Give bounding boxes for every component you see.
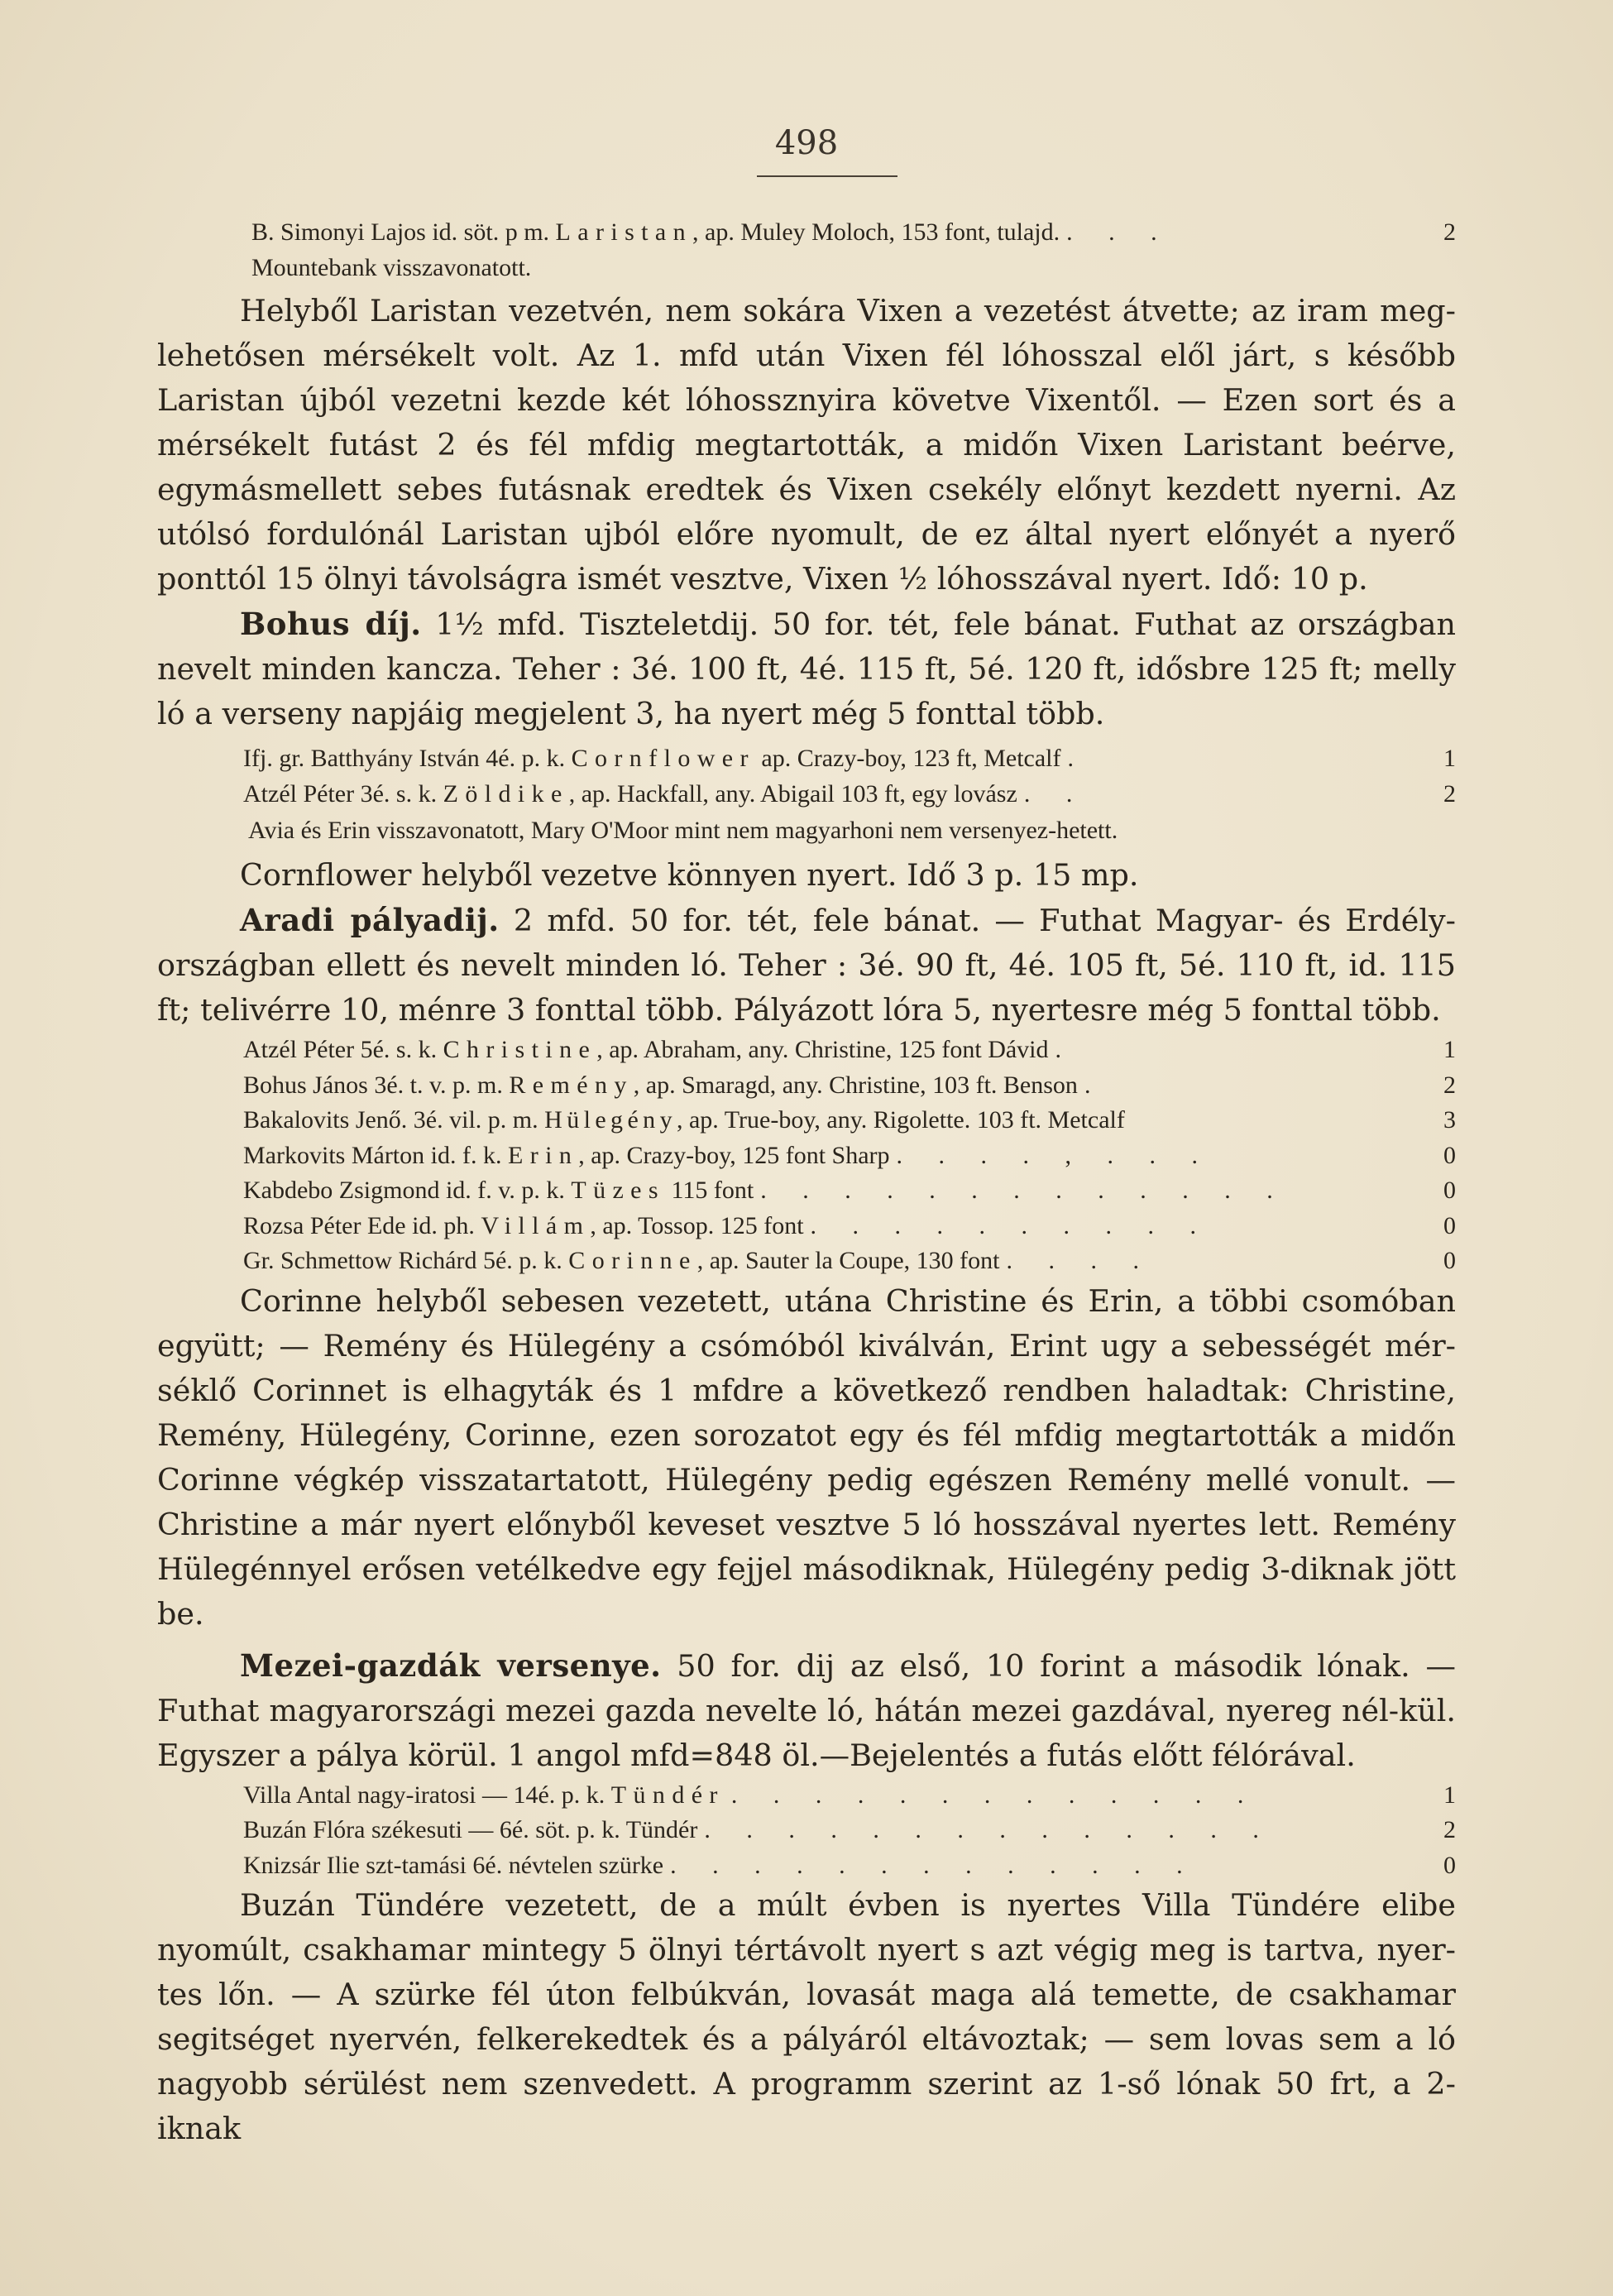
dot-leader: . . . . . . . . . . . . . — [730, 1781, 1259, 1809]
owner-text: Villa Antal nagy-iratosi — 14é. p. k. — [243, 1781, 611, 1809]
owner-text: Atzél Péter 5é. s. k. — [243, 1036, 443, 1063]
page-text — [157, 215, 1456, 2151]
owner-text: Kabdebo Zsigmond id. f. v. p. k. — [243, 1177, 572, 1204]
horse-name: Villám — [481, 1211, 591, 1239]
race-details: , ap. True-boy, any. Rigolette. 103 ft. Metcalf — [676, 1106, 1125, 1134]
race-narrative: Helyből Laristan vezetvén, nem sokára Vixen a vezetést átvette; az iram meg-lehetősen mérsékelt volt. Az 1. mfd után Vixen fél lóhosszal elől járt, s később Laristan újból vezetni kezde két lóhossznyira követve Vixentől. — Ezen sort és a mérsékelt futást 2 és fél mfdig megtartották, a midőn Vixen Laristant beérve, egymásmellett sebes futásnak eredtek és Vixen csekély előnyt kezdett nyerni. Az utólsó fordulónál Laristan ujból előre nyomult, de ez által nyert előnyét a nyerő ponttól 15 ölnyi távolságra ismét vesztve, Vixen ½ lóhosszával nyert. Idő: 10 p. — [157, 293, 1456, 597]
result-row — [157, 777, 1456, 812]
result-row — [157, 1138, 1456, 1174]
race-conditions: 2 mfd. 50 for. tét, fele bánat. — Futhat Magyar- és Erdély-országban ellett és nevelt minden ló. Teher : 3é. 90 ft, 4é. 105 ft, 5é. 110 ft, id. 115 ft; telivérre 10, ménre 3 fonttal több. Pályázott lóra 5, nyertesre még 5 fonttal több. — [157, 903, 1456, 1028]
placing: 2 — [1443, 218, 1456, 246]
race-mezei-gazdak — [157, 1643, 1456, 1778]
race-details: ap. Crazy-boy, 123 ft, Metcalf — [754, 745, 1061, 772]
result-row — [157, 1848, 1456, 1884]
dot-leader: . . . . . . . . . . . . . . — [704, 1816, 1274, 1843]
placing: 1 — [1443, 1036, 1456, 1063]
horse-name: Erin — [507, 1141, 579, 1169]
result-row — [157, 1244, 1456, 1279]
withdrawn-note: Avia és Erin visszavonatott, Mary O'Moor mint nem magyarhoni nem versenyez-hetett. — [248, 817, 1118, 844]
result-row — [157, 1103, 1456, 1138]
owner-text: Buzán Flóra székesuti — 6é. söt. p. k. Tündér — [243, 1816, 698, 1843]
owner-text: Knizsár Ilie szt-tamási 6é. névtelen szürke — [243, 1851, 664, 1879]
owner-text: Ifj. gr. Batthyány István 4é. p. k. — [243, 745, 572, 772]
race-details: , ap. Abraham, any. Christine, 125 font Dávid — [596, 1036, 1049, 1063]
placing: 2 — [1443, 1071, 1456, 1099]
race-result-text: Buzán Tündére vezetett, de a múlt évben is nyertes Villa Tündére elibe nyomúlt, csakhamar mintegy 5 ölnyi tértávolt nyert s azt végig meg is tartva, nyer-tes lőn. — A szürke fél úton felbúkván, lovasát maga alá temette, de csakhamar segitséget nyervén, felkerekedtek és a pályáról eltávoztak; — sem lovas sem a ló nagyobb sérülést nem szenvedett. A programm szerint az 1-ső lónak 50 frt, a 2-iknak — [157, 1887, 1456, 2146]
result-row — [157, 1778, 1456, 1814]
placing: 3 — [1443, 1106, 1456, 1134]
dot-leader: . . . . . . . . . . . . . — [760, 1177, 1288, 1204]
dot-leader: . . . . — [1006, 1247, 1154, 1274]
horse-name: Corinne — [568, 1247, 697, 1274]
owner-text: Markovits Márton id. f. k. — [243, 1141, 508, 1169]
result-row — [157, 1813, 1456, 1848]
horse-name: Hülegény — [544, 1106, 677, 1134]
race-result-text: Cornflower helyből vezetve könnyen nyert. Idő 3 p. 15 mp. — [240, 857, 1139, 893]
result-row — [157, 215, 1456, 251]
owner-text: Bakalovits Jenő. 3é. vil. p. m. — [243, 1106, 545, 1134]
result-row — [157, 1209, 1456, 1244]
dot-leader: . — [1084, 1071, 1106, 1099]
placing: 0 — [1443, 1177, 1456, 1204]
owner-text: Atzél Péter 3é. s. k. — [243, 779, 443, 808]
race-aradi-palyadij — [157, 898, 1456, 1033]
dot-leader: . . . . . . . . . . . . . — [670, 1851, 1198, 1879]
horse-name: Tündér — [610, 1781, 725, 1809]
dot-leader: . . . . , . . . — [896, 1141, 1213, 1169]
race-title: Bohus díj. — [240, 606, 422, 642]
horse-name: Tüzes — [571, 1177, 665, 1204]
dot-leader: . — [1067, 745, 1089, 772]
result-row — [157, 1033, 1456, 1068]
race-details: , ap. Crazy-boy, 125 font Sharp — [578, 1141, 890, 1169]
horse-name: Zöldike — [443, 779, 569, 808]
horse-name: Remény — [509, 1071, 634, 1099]
placing: 0 — [1443, 1851, 1456, 1879]
race-details: , ap. Tossop. 125 font — [590, 1211, 804, 1239]
horse-name: Laristan — [555, 218, 693, 246]
result-row — [157, 1068, 1456, 1104]
race-title: Mezei-gazdák versenye. — [240, 1647, 662, 1684]
race-details: , ap. Smaragd, any. Christine, 103 ft. Benson — [633, 1071, 1078, 1099]
result-row — [157, 1173, 1456, 1209]
dot-leader: . . — [1023, 779, 1088, 808]
race-details: , ap. Muley Moloch, 153 font, tulajd. — [692, 218, 1060, 246]
placing: 0 — [1443, 1211, 1456, 1239]
dot-leader: . . . — [1066, 218, 1172, 246]
owner-text: B. Simonyi Lajos id. söt. p m. — [251, 218, 556, 246]
page-number-rule — [757, 175, 897, 177]
placing: 2 — [1443, 1816, 1456, 1843]
placing: 1 — [1443, 1781, 1456, 1809]
result-row — [157, 741, 1456, 777]
race-conditions: 50 for. dij az első, 10 forint a második lónak. — Futhat magyarországi mezei gazda nevelte ló, hátán mezei gazdával, nyereg nél-kül. Egyszer a pálya körül. 1 angol mfd=848 öl.—Bejelentés a futás előtt félórával. — [157, 1647, 1457, 1773]
race-bohus-dij — [157, 602, 1456, 736]
owner-text: Rozsa Péter Ede id. ph. — [243, 1211, 481, 1239]
withdrawn-text: Mountebank visszavonatott. — [251, 253, 532, 281]
owner-text: Bohus János 3é. t. v. p. m. — [243, 1071, 510, 1099]
placing: 0 — [1443, 1141, 1456, 1169]
race-details: , ap. Hackfall, any. Abigail 103 ft, egy lovász — [568, 779, 1017, 808]
page-number: 498 — [774, 124, 839, 162]
race-conditions: 1½ mfd. Tiszteletdij. 50 for. tét, fele bánat. Futhat az országban nevelt minden kancza. Teher : 3é. 100 ft, 4é. 115 ft, 5é. 120 ft, idősbre 125 ft; melly ló a verseny napjáig megjelent 3, ha nyert még 5 fonttal több. — [157, 606, 1456, 731]
owner-text: Gr. Schmettow Richárd 5é. p. k. — [243, 1247, 569, 1274]
placing: 0 — [1443, 1247, 1456, 1274]
dot-leader: . — [1055, 1036, 1077, 1063]
race-result-text: Corinne helyből sebesen vezetett, utána Christine és Erin, a többi csomóban együtt; — Remény és Hülegény a csómóból kiválván, Erint ugy a sebességét mér-séklő Corinnet is elhagyták és 1 mfdre a következő rendben haladtak: Christine, Remény, Hülegény, Corinne, ezen sorozatot egy és fél mfdig megtartották a midőn Corinne végkép visszatartatott, Hülegény pedig egészen Remény mellé vonult. — Christine a már nyert előnyből keveset vesztve 5 ló hosszával nyertes lett. Remény Hülegénnyel erősen vetélkedve egy fejjel másodiknak, Hülegény pedig 3-diknak jött be. — [157, 1282, 1456, 1632]
dot-leader: . . . . . . . . . . — [810, 1211, 1212, 1239]
race-details: 115 font — [664, 1177, 754, 1204]
withdrawn-note — [157, 251, 1456, 286]
horse-name: Cornflower — [571, 745, 755, 772]
placing: 1 — [1443, 745, 1456, 772]
race-details: , ap. Sauter la Coupe, 130 font — [696, 1247, 1000, 1274]
race-title: Aradi pályadij. — [240, 902, 500, 938]
placing: 2 — [1443, 779, 1456, 808]
horse-name: Christine — [443, 1036, 597, 1063]
